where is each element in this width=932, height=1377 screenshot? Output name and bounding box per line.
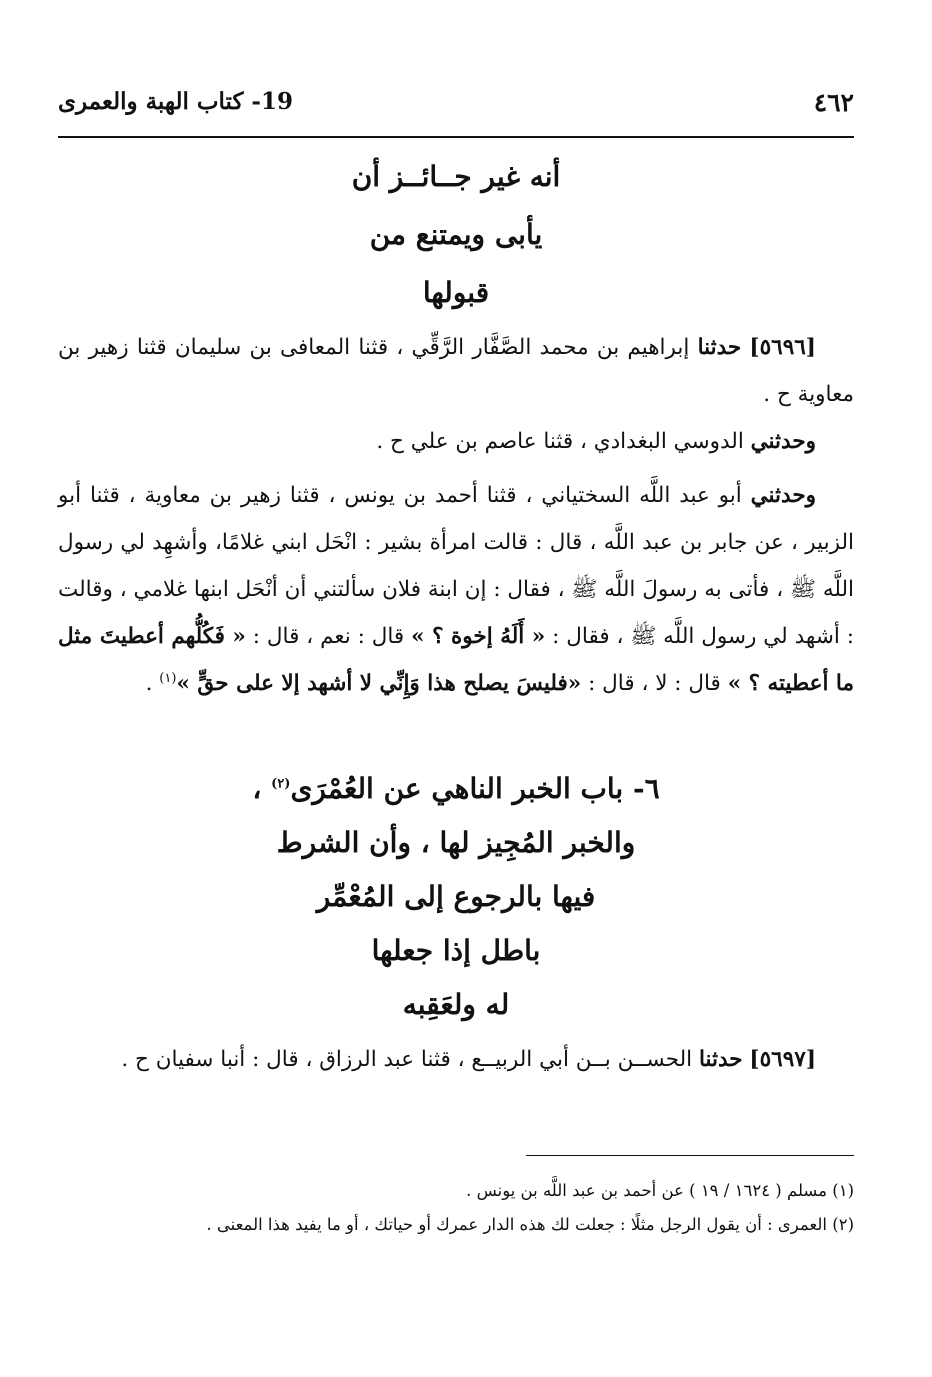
transmission-lead: وحدثني [750, 483, 816, 508]
running-head [58, 88, 854, 124]
footnote-2: (٢) العمرى : أن يقول الرجل مثلًا : جعلت لك هذه الدار عمرك أو حياتك ، أو ما يفيد هذا المعنى . [206, 1215, 854, 1234]
heading-line: فيها بالرجوع إلى المُعْمِّر [316, 880, 596, 913]
period: . [145, 671, 153, 696]
footnote-1: (١) مسلم ( ١٦٢٤ / ١٩ ) عن أحمد بن عبد اللَّه بن يونس . [466, 1181, 854, 1200]
heading-line: أنه غير جــائــز أن [351, 160, 561, 193]
transmission-lead: وحدثني [750, 429, 816, 454]
prophet-quote: « أَلَهُ إخوة ؟ » [411, 624, 546, 649]
hadith-5696-isnad-2 [58, 418, 854, 465]
footnote-ref: (١) [159, 670, 177, 686]
heading-line: قبولها [422, 276, 490, 309]
isnad-text: الدوسي البغدادي ، قثنا عاصم بن علي ح . [376, 429, 744, 454]
isnad-text: إبراهيم بن محمد الصَّفَّار الرَّقِّي ، قثنا المعافى بن سليمان قثنا زهير بن معاوية ح . [58, 335, 854, 407]
footnote-ref: (٢) [271, 776, 291, 792]
transmission-lead: حدثنا [698, 1047, 743, 1072]
heading-line: باطل إذا جعلها [371, 934, 541, 967]
section-heading [58, 160, 854, 334]
chapter-title: 19- كتاب الهبة والعمرى [58, 88, 293, 115]
prophet-quote: « فَكُلُّهم أعطيتَ مثل ما أعطيته ؟ » [58, 624, 854, 696]
hadith-5696-isnad-1 [58, 324, 854, 418]
heading-line: له ولعَقِبه [402, 988, 510, 1021]
heading-line [58, 772, 854, 826]
header-rule [58, 136, 854, 138]
isnad-text: الحســن بــن أبي الربيــع ، قثنا عبد الرزاق ، قال : أنبا سفيان ح . [121, 1047, 693, 1072]
heading-comma: ، [252, 772, 262, 805]
heading-line: يأبى ويمتنع من [369, 218, 543, 251]
hadith-5696-matn [58, 472, 854, 707]
matn-text: أبو عبد اللَّه السختياني ، قثنا أحمد بن يونس ، قثنا زهير بن معاوية ، قثنا أبو الزبير ، عن جابر بن عبد اللَّه ، قال : قالت امرأة بشير : انْحَل ابني غلامًا، وأشهِد لي رسول اللَّه ﷺ ، فأتى به رسولَ اللَّه ﷺ ، فقال : إن ابنة فلان سألتني أن أنْحَل ابنها غلامي ، وقالت : أشهد لي رسول اللَّه ﷺ ، فقال : [58, 483, 854, 649]
footnote-rule [526, 1155, 854, 1156]
matn-text: قال : لا ، قال : [588, 671, 721, 696]
heading-text: ٦- باب الخبر الناهي عن العُمْرَى [290, 772, 660, 805]
page-number: ٤٦٢ [813, 88, 854, 117]
matn-text: قال : نعم ، قال : [252, 624, 405, 649]
heading-line: والخبر المُجِيز لها ، وأن الشرط [276, 826, 636, 859]
chapter-heading [58, 772, 854, 1042]
hadith-number: [٥٦٩٧] [749, 1047, 816, 1072]
transmission-lead: حدثنا [697, 335, 742, 360]
hadith-5697 [58, 1036, 854, 1083]
hadith-number: [٥٦٩٦] [749, 335, 816, 360]
prophet-quote: «فليسَ يصلح هذا وَإِنِّي لا أشهد إلا على حقٍّ » [176, 671, 582, 696]
